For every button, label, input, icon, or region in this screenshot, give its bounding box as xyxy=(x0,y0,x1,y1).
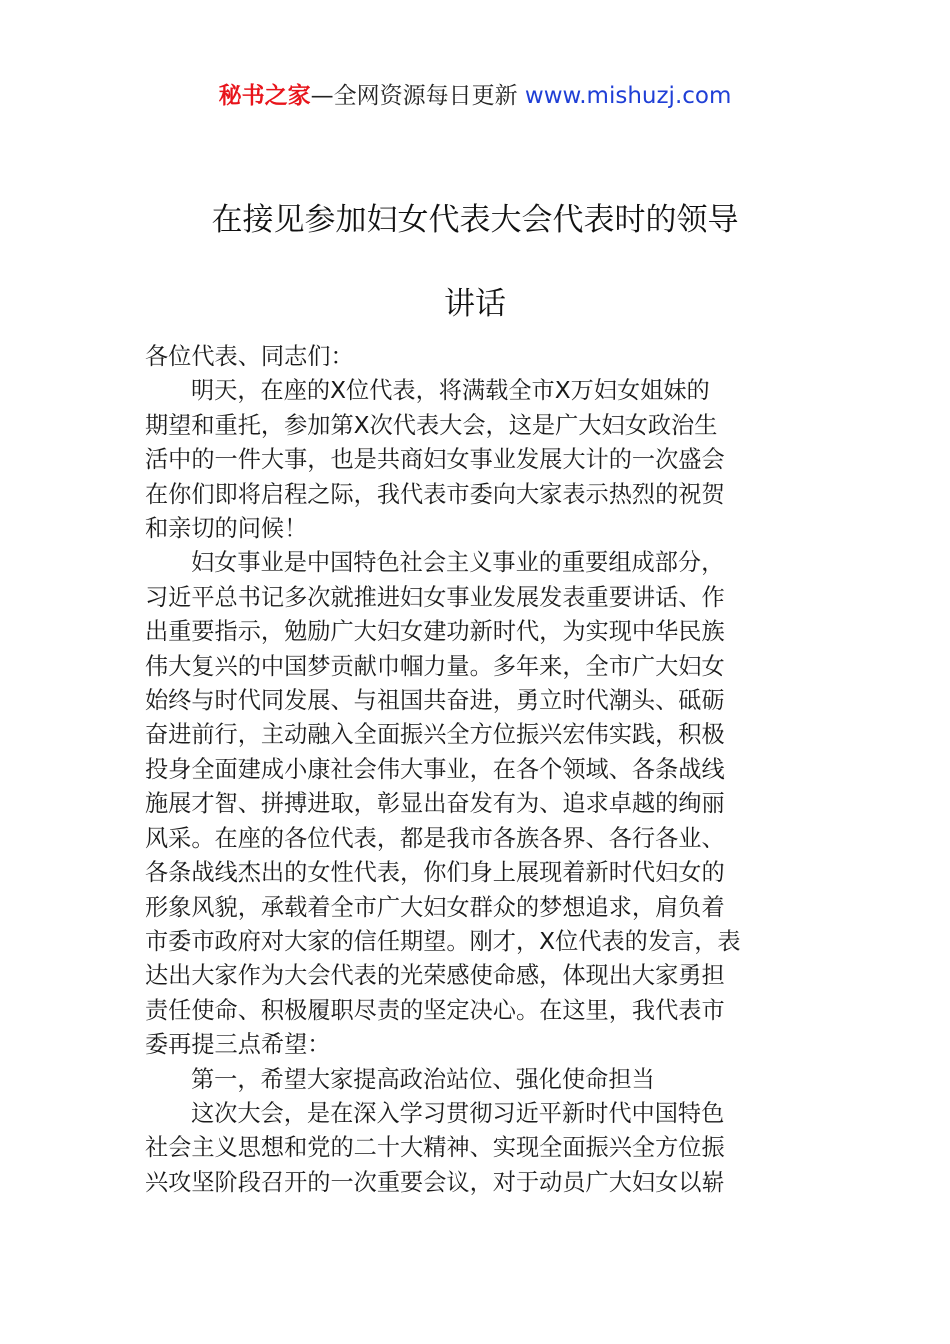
section-heading-1: 第一，希望大家提高政治站位、强化使命担当 xyxy=(191,1065,655,1093)
paragraph-3-line: 兴攻坚阶段召开的一次重要会议，对于动员广大妇女以崭 xyxy=(145,1168,725,1196)
title-line-1: 在接见参加妇女代表大会代表时的领导 xyxy=(211,202,739,238)
header-tagline: —全网资源每日更新 xyxy=(310,83,518,109)
paragraph-2-line: 达出大家作为大会代表的光荣感使命感，体现出大家勇担 xyxy=(145,962,725,990)
paragraph-1-line: 活中的一件大事，也是共商妇女事业发展大计的一次盛会 xyxy=(145,446,725,474)
paragraph-2-line: 形象风貌，承载着全市广大妇女群众的梦想追求，肩负着 xyxy=(145,893,725,921)
title-line-2: 讲话 xyxy=(444,286,506,322)
paragraph-2-line: 各条战线杰出的女性代表，你们身上展现着新时代妇女的 xyxy=(145,859,725,887)
paragraph-2-line: 施展才智、拼搏进取，彰显出奋发有为、追求卓越的绚丽 xyxy=(145,790,725,818)
document-title xyxy=(100,178,850,346)
paragraph-2-line: 委再提三点希望： xyxy=(145,1031,331,1059)
paragraph-3-line: 这次大会，是在深入学习贯彻习近平新时代中国特色 xyxy=(191,1099,725,1127)
paragraph-2-line: 投身全面建成小康社会伟大事业，在各个领域、各条战线 xyxy=(145,755,725,783)
paragraph-2-line: 风采。在座的各位代表，都是我市各族各界、各行各业、 xyxy=(145,824,725,852)
paragraph-1-line: 期望和重托，参加第X次代表大会，这是广大妇女政治生 xyxy=(145,411,718,439)
paragraph-2-line: 责任使命、积极履职尽责的坚定决心。在这里，我代表市 xyxy=(145,996,725,1024)
paragraph-2-line: 伟大复兴的中国梦贡献巾帼力量。多年来，全市广大妇女 xyxy=(145,652,725,680)
paragraph-2-line: 习近平总书记多次就推进妇女事业发展发表重要讲话、作 xyxy=(145,583,725,611)
paragraph-2-line: 妇女事业是中国特色社会主义事业的重要组成部分， xyxy=(191,549,725,577)
site-url-link[interactable]: www.mishuzj.com xyxy=(524,83,732,109)
paragraph-2-line: 市委市政府对大家的信任期望。刚才，X位代表的发言，表 xyxy=(145,927,741,955)
paragraph-1-line: 和亲切的问候！ xyxy=(145,515,308,543)
paragraph-1-line: 明天，在座的X位代表，将满载全市X万妇女姐妹的 xyxy=(191,377,710,405)
paragraph-2-line: 出重要指示，勉励广大妇女建功新时代，为实现中华民族 xyxy=(145,618,725,646)
site-header xyxy=(0,80,950,112)
paragraph-1-line: 在你们即将启程之际，我代表市委向大家表示热烈的祝贺 xyxy=(145,480,725,508)
paragraph-2-line: 始终与时代同发展、与祖国共奋进，勇立时代潮头、砥砺 xyxy=(145,687,725,715)
paragraph-3-line: 社会主义思想和党的二十大精神、实现全面振兴全方位振 xyxy=(145,1134,725,1162)
document-body xyxy=(145,340,810,1200)
salutation: 各位代表、同志们： xyxy=(145,343,354,370)
paragraph-2-line: 奋进前行，主动融入全面振兴全方位振兴宏伟实践，积极 xyxy=(145,721,725,749)
brand-name: 秘书之家 xyxy=(218,83,311,109)
